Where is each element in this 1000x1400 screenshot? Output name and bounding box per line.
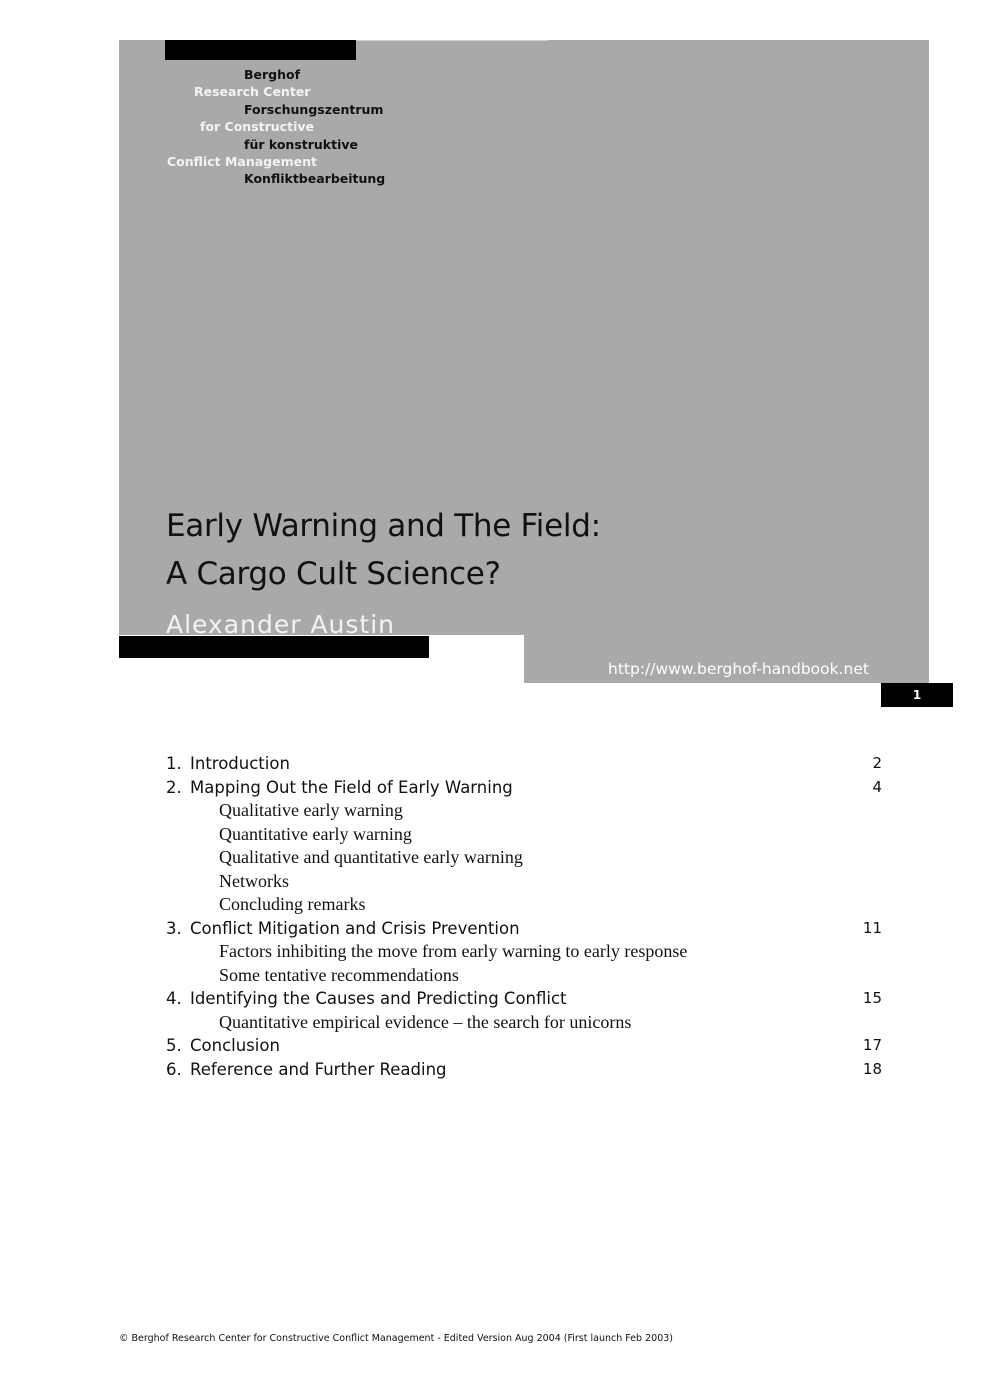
toc-page-number: 15	[862, 989, 882, 1007]
toc-subsection-row[interactable]	[166, 940, 882, 964]
logo-line: Conflict Management	[167, 154, 317, 169]
toc-entry-label: Conclusion	[190, 1036, 280, 1055]
toc-entry-label: Mapping Out the Field of Early Warning	[190, 777, 513, 797]
logo-line: für konstruktive	[244, 136, 358, 152]
toc-page-number: 11	[862, 918, 882, 937]
toc-entry-label: Quantitative early warning	[219, 823, 412, 844]
toc-entry-label: Qualitative early warning	[219, 800, 403, 820]
toc-page-number: 18	[862, 1059, 882, 1078]
toc-section-number: 1.	[166, 754, 182, 773]
document-title	[166, 502, 601, 598]
toc-entry-label: Factors inhibiting the move from early warning to early response	[219, 941, 688, 961]
toc-section-row[interactable]	[166, 987, 882, 1011]
toc-subsection-row[interactable]	[166, 1011, 882, 1035]
table-of-contents	[166, 752, 882, 1081]
toc-entry-label: Introduction	[190, 754, 290, 773]
toc-section-number: 4.	[166, 989, 182, 1008]
toc-section-number: 3.	[166, 918, 182, 938]
toc-entry-label: Reference and Further Reading	[190, 1059, 447, 1079]
toc-section-row[interactable]	[166, 752, 882, 776]
toc-section-number: 6.	[166, 1059, 182, 1079]
toc-section-number: 2.	[166, 777, 182, 797]
logo-line: Research Center	[194, 84, 311, 100]
toc-entry-label: Identifying the Causes and Predicting Conflict	[190, 989, 567, 1008]
logo-line: Konfliktbearbeitung	[244, 171, 386, 187]
toc-entry-label: Networks	[219, 870, 289, 891]
logo-line: Forschungszentrum	[244, 101, 384, 117]
decorative-rule	[356, 40, 548, 41]
toc-entry-label: Quantitative empirical evidence – the search for unicorns	[219, 1011, 632, 1032]
toc-entry-label: Concluding remarks	[219, 894, 366, 914]
toc-entry-label: Qualitative and quantitative early warning	[219, 847, 523, 867]
logo-line: for Constructive	[200, 119, 314, 135]
page-number: 1	[881, 683, 953, 707]
author-name: Alexander Austin	[166, 610, 395, 639]
website-link[interactable]: http://www.berghof-handbook.net	[608, 660, 869, 678]
toc-entry-label: Some tentative recommendations	[219, 964, 459, 985]
title-line-1: Early Warning and The Field:	[166, 508, 601, 544]
toc-subsection-row[interactable]	[166, 799, 882, 823]
copyright-footer: © Berghof Research Center for Constructive Conflict Management - Edited Version Aug 2004 (First launch Feb 2003)	[119, 1333, 673, 1344]
title-line-2: A Cargo Cult Science?	[166, 556, 501, 592]
toc-page-number: 17	[862, 1036, 882, 1054]
toc-subsection-row[interactable]	[166, 846, 882, 870]
toc-section-row[interactable]	[166, 917, 882, 941]
toc-page-number: 2	[872, 754, 882, 772]
toc-section-row[interactable]	[166, 776, 882, 800]
decorative-bar-top	[165, 40, 356, 60]
toc-subsection-row[interactable]	[166, 893, 882, 917]
logo-line: Berghof	[244, 67, 301, 82]
toc-subsection-row[interactable]	[166, 870, 882, 894]
toc-subsection-row[interactable]	[166, 823, 882, 847]
toc-entry-label: Conflict Mitigation and Crisis Prevention	[190, 918, 520, 938]
toc-subsection-row[interactable]	[166, 964, 882, 988]
toc-section-number: 5.	[166, 1036, 182, 1055]
toc-page-number: 4	[872, 777, 882, 796]
decorative-bar-bottom	[119, 636, 429, 658]
toc-section-row[interactable]	[166, 1058, 882, 1082]
toc-section-row[interactable]	[166, 1034, 882, 1058]
